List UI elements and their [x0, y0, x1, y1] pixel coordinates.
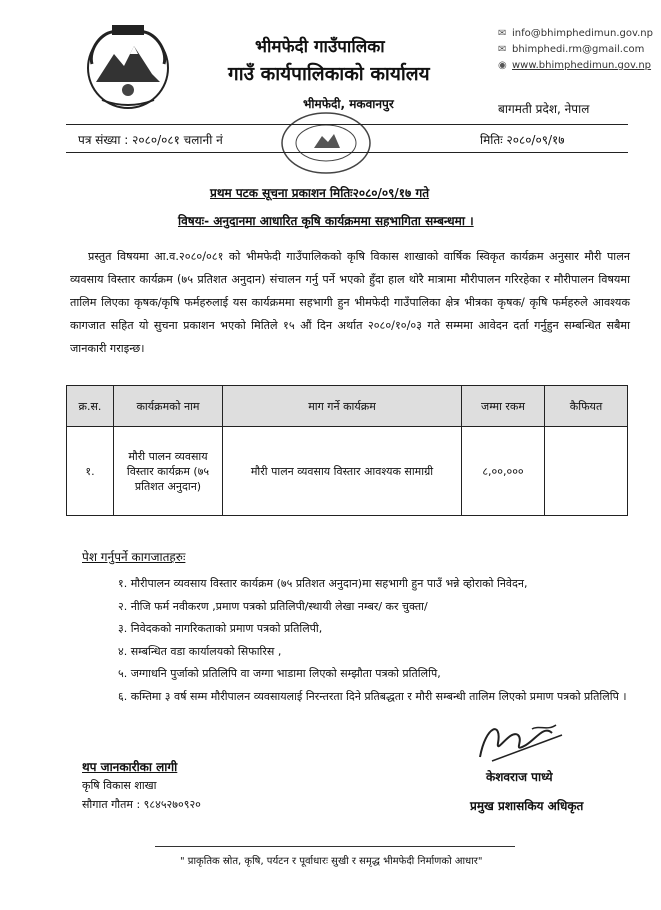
footer-slogan: " प्राकृतिक स्रोत, कृषि, पर्यटन र पूर्वाधारः सुखी र समृद्ध भीमफेदी निर्माणको आधार" [180, 856, 483, 867]
col-remarks: कैफियत [545, 386, 628, 427]
list-item: ३. निवेदकको नागरिकताको प्रमाण पत्रको प्रतिलिपी, [118, 622, 323, 635]
contact-email2: ✉ bhimphedi.rm@gmail.com [498, 44, 645, 55]
list-item: ६. कम्तिमा ३ वर्ष सम्म मौरीपालन व्यवसायलाई निरन्तरता दिने प्रतिबद्धता र मौरी सम्बन्धी तालिम लिएको प्रमाण पत्रको प्रतिलिपि । [118, 689, 627, 703]
letter-subject: विषयः- अनुदानमा आधारित कृषि कार्यक्रममा सहभागिता सम्बन्धमा । [178, 214, 474, 228]
signatory-designation: प्रमुख प्रशासकिय अधिकृत [470, 799, 584, 813]
footer-rule [155, 846, 515, 847]
program-table [66, 385, 628, 516]
contact-website: ◉ www.bhimphedimun.gov.np [498, 60, 652, 71]
col-demand: माग गर्ने कार्यक्रम [223, 386, 462, 427]
globe-icon: ◉ [498, 60, 507, 71]
office-title: गाउँ कार्यपालिकाको कार्यालय [228, 63, 430, 85]
nepal-emblem-icon [82, 20, 174, 112]
notice-publication-line: प्रथम पटक सूचना प्रकाशन मितिः२०८०/०९/१७ गते [210, 186, 430, 200]
cell-amount: ८,००,००० [462, 427, 545, 516]
cell-remarks [545, 427, 628, 516]
cell-program: मौरी पालन व्यवसाय विस्तार कार्यक्रम (७५ प्रतिशत अनुदान) [114, 427, 223, 516]
email-icon: ✉ [498, 28, 507, 39]
letter-date: मितिः २०८०/०९/१७ [480, 133, 565, 147]
header-rule-top [66, 124, 628, 125]
table-row [67, 427, 628, 516]
handwritten-signature-icon [452, 695, 582, 775]
contact-branch: कृषि विकास शाखा [82, 779, 157, 792]
documents-heading: पेश गर्नुपर्ने कागजातहरुः [82, 550, 186, 564]
reference-number: पत्र संख्या : २०८०/०८१ चलानी नं [78, 133, 223, 147]
province: बागमती प्रदेश, नेपाल [498, 102, 590, 116]
cell-sn: १. [67, 427, 114, 516]
documents-list [118, 573, 638, 708]
signatory-name: केशवराज पाध्ये [486, 770, 553, 784]
contact-email1: ✉ info@bhimphedimun.gov.np [498, 28, 653, 39]
contact-person: सौगात गौतम : ९८४५२७०९२० [82, 798, 201, 811]
office-stamp-icon [278, 110, 374, 176]
col-program: कार्यक्रमको नाम [114, 386, 223, 427]
cell-demand: मौरी पालन व्यवसाय विस्तार आवश्यक सामाग्री [223, 427, 462, 516]
table-header-row [67, 386, 628, 427]
office-name: भीमफेदी गाउँपालिका [255, 37, 385, 57]
list-item: २. नीजि फर्म नवीकरण ,प्रमाण पत्रको प्रतिलिपी/स्थायी लेखा नम्बर/ कर चुक्ता/ [118, 599, 428, 613]
list-item: ५. जग्गाधनि पुर्जाको प्रतिलिपि वा जग्गा भाडामा लिएको सम्झौता पत्रको प्रतिलिपि, [118, 667, 441, 680]
email-icon: ✉ [498, 44, 507, 55]
col-sn: क्र.स. [67, 386, 114, 427]
col-amount: जम्मा रकम [462, 386, 545, 427]
body-paragraph: प्रस्तुत विषयमा आ.व.२०८०/०८१ को भीमफेदी गाउँपालिकको कृषि विकास शाखाको वार्षिक स्विकृत कार्यक्रम अनुसार मौरी पालन व्यवसाय विस्तार कार्यक्रम (७५ प्रतिशत अनुदान) संचालन गर्नु पर्ने भएको हुँदा हाल थोरै मात्रामा मौरीपालन गरिरहेका र मौरीपालन विषयमा तालिम लिएका कृषक/कृषि फर्महरुलाई यस कार्यक्रममा सहभागी हुन भीमफेदी गाउँपालिका क्षेत्र भीत्रका कृषक/ कृषि फर्महरुले आवश्यक कागजात सहित यो सुचना प्रकाशन भएको मितिले १५ औं दिन अर्थात २०८०/१०/०३ गते सम्ममा आवेदन दर्ता गर्नुहुन सम्बन्धित सबैमा जानकारी गराइन्छ। [70, 250, 630, 355]
list-item: १. मौरीपालन व्यवसाय विस्तार कार्यक्रम (७५ प्रतिशत अनुदान)मा सहभागी हुन पाउँ भन्ने व्होराको निवेदन, [118, 577, 528, 590]
office-address: भीमफेदी, मकवानपुर [303, 97, 394, 111]
list-item: ४. सम्बन्धित वडा कार्यालयको सिफारिस , [118, 644, 282, 658]
header-rule-bottom [66, 152, 628, 153]
contact-heading: थप जानकारीका लागी [82, 760, 178, 774]
